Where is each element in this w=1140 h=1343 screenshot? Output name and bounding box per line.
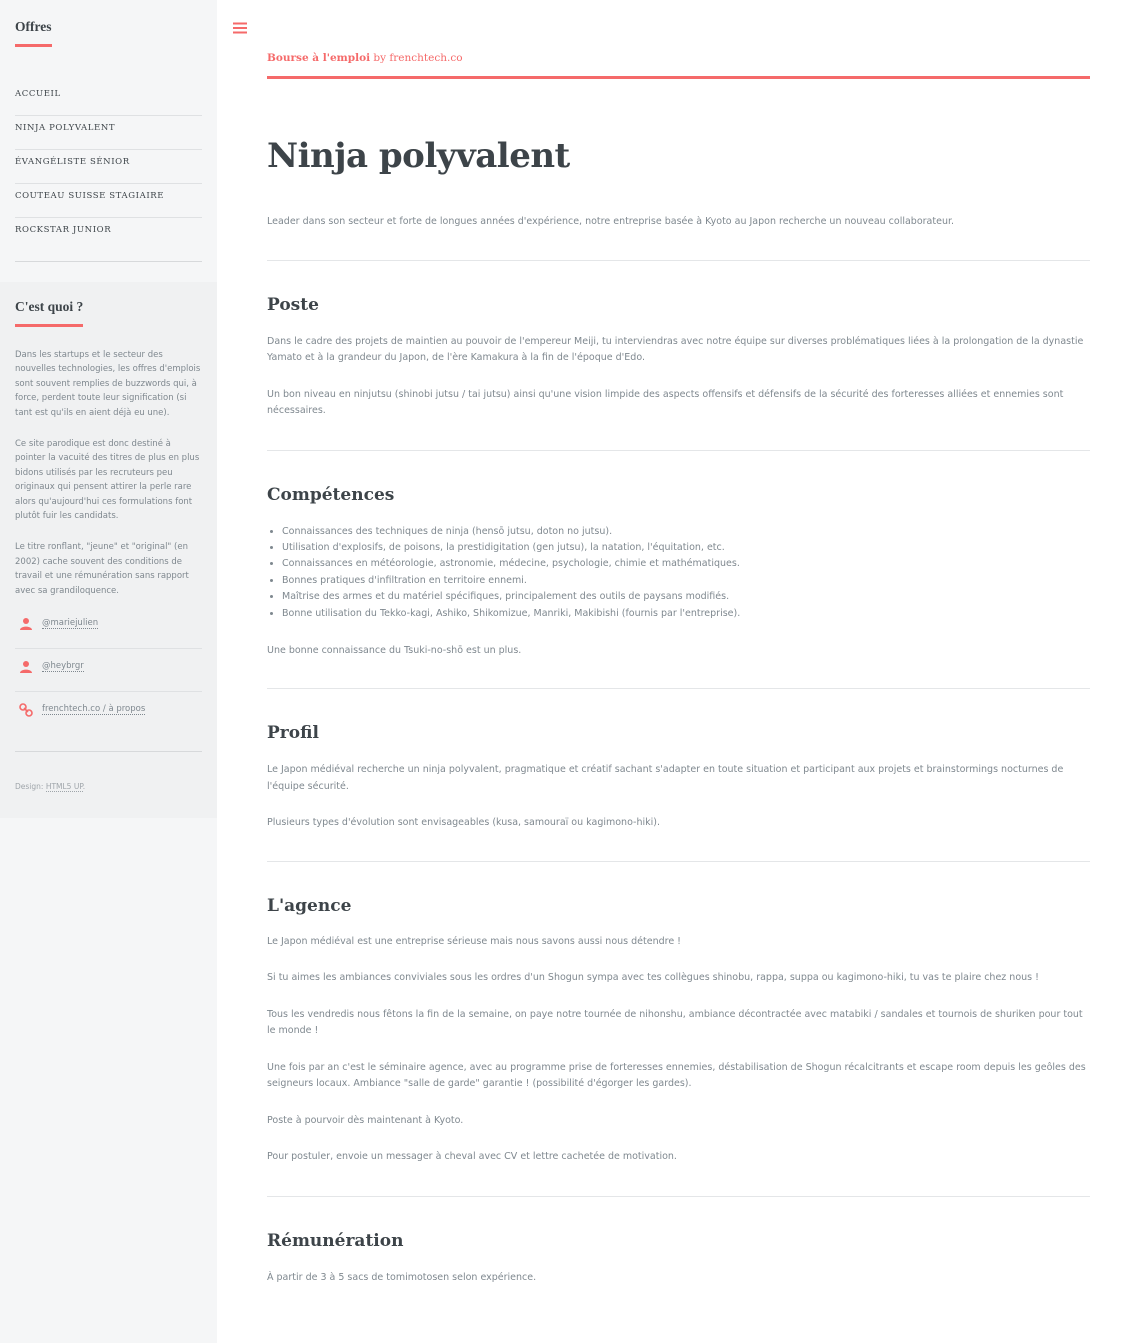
contact-link-heybrgr[interactable]: @heybrgr [42, 661, 84, 672]
competences-note: Une bonne connaissance du Tsuki-no-shō est un plus. [267, 644, 522, 656]
copyright-prefix: Design: [15, 782, 46, 792]
about-paragraph: Dans les startups et le secteur des nouvelles technologies, les offres d'emplois sont souvent remplies de buzzwords qui, à force, perdent toute leur signification (si tant est qu'ils en aient déjà eu une). [15, 350, 201, 418]
user-icon [19, 660, 33, 674]
section-heading-profil: Profil [267, 723, 319, 744]
competences-list [267, 524, 1090, 622]
contact-link-mariejulien[interactable]: @mariejulien [42, 618, 99, 629]
brand-rest: by frenchtech.co [370, 52, 463, 64]
contact-list [15, 606, 202, 734]
list-item: • Connaissances des techniques de ninja (hensō jutsu, doton no jutsu). [282, 524, 1090, 540]
agence-paragraph: Tous les vendredis nous fêtons la fin de la semaine, on paye notre tournée de nihonshu, ambiance décontractée avec matabiki / sandales et tournois de shuriken pour tout le monde ! [267, 1008, 1083, 1037]
intro-text: Leader dans son secteur et forte de longues années d'expérience, notre entreprise basée à Kyoto au Japon recherche un nouveau collaborateur. [267, 216, 955, 227]
section-divider [267, 450, 1090, 451]
copyright [15, 782, 202, 791]
list-item: • Connaissances en météorologie, astronomie, médecine, psychologie, chimie et mathématiques. [282, 556, 1090, 572]
list-item: • Utilisation d'explosifs, de poisons, la prestidigitation (gen jutsu), la natation, l'équitation, etc. [282, 540, 1090, 556]
agence-paragraph: Une fois par an c'est le séminaire agence, avec au programme prise de forteresses ennemies, déstabilisation de Shogun récalcitrants et escape room depuis les geôles des seigneurs locaux. Ambiance "salle de garde" garantie ! (possibilité d'égorger les gardes). [267, 1061, 1086, 1090]
about-heading: C'est quoi ? [15, 299, 83, 327]
agence-paragraph: Pour postuler, envoie un messager à cheval avec CV et lettre cachetée de motivation. [267, 1151, 677, 1163]
profil-paragraph: Plusieurs types d'évolution sont envisageables (kusa, samouraï ou kagimono-hiki). [267, 817, 661, 829]
remuneration-paragraph: À partir de 3 à 5 sacs de tomimotosen selon expérience. [267, 1271, 537, 1283]
page-title: Ninja polyvalent [267, 136, 570, 176]
section-divider [267, 1196, 1090, 1197]
contact-item [15, 606, 202, 648]
list-item: • Maîtrise des armes et du matériel spécifiques, principalement des outils de paysans modifiés. [282, 589, 1090, 605]
sidebar-item-evangeliste-senior[interactable]: ÉVANGÉLISTE SÉNIOR [15, 149, 202, 183]
menu-toggle-icon[interactable] [232, 20, 248, 36]
section-heading-remuneration: Rémunération [267, 1230, 404, 1251]
copyright-suffix: . [82, 782, 86, 792]
contact-item [15, 691, 202, 734]
section-heading-poste: Poste [267, 294, 319, 315]
list-item: • Bonne utilisation du Tekko-kagi, Ashiko, Shikomizue, Manriki, Makibishi (fournis par l'entreprise). [282, 606, 1090, 622]
sidebar-menu [15, 82, 202, 251]
contact-item [15, 648, 202, 691]
main-content [267, 0, 1090, 1286]
sidebar-item-accueil[interactable]: ACCUEIL [15, 89, 61, 99]
sidebar-item-rockstar-junior[interactable]: ROCKSTAR JUNIOR [15, 217, 202, 251]
link-icon [19, 703, 33, 717]
list-item: • Bonnes pratiques d'infiltration en territoire ennemi. [282, 573, 1090, 589]
contact-link-frenchtech[interactable]: frenchtech.co / à propos [42, 704, 146, 715]
agence-paragraph: Poste à pourvoir dès maintenant à Kyoto. [267, 1114, 464, 1126]
brand-bold: Bourse à l'emploi [267, 52, 371, 64]
section-divider [267, 260, 1090, 261]
section-heading-agence: L'agence [267, 895, 352, 916]
profil-paragraph: Le Japon médiéval recherche un ninja polyvalent, pragmatique et créatif sachant s'adapter en toute situation et participant aux projets et brainstormings nocturnes de l'équipe sécurité. [267, 764, 1064, 792]
sidebar-item-couteau-suisse-stagiaire[interactable]: COUTEAU SUISSE STAGIAIRE [15, 183, 202, 217]
section-divider [267, 861, 1090, 862]
user-icon [19, 617, 33, 631]
sidebar-item-ninja-polyvalent[interactable]: NINJA POLYVALENT [15, 115, 202, 149]
agence-paragraph: Le Japon médiéval est une entreprise sérieuse mais nous savons aussi nous détendre ! [267, 935, 681, 947]
menu-heading: Offres [15, 19, 52, 47]
copyright-link[interactable]: HTML5 UP [45, 782, 83, 792]
agence-paragraph: Si tu aimes les ambiances conviviales sous les ordres d'un Shogun sympa avec tes collègues shinobu, rappa, suppa ou kagimono-hiki, tu vas te plaire chez nous ! [267, 972, 1039, 984]
about-paragraph: Ce site parodique est donc destiné à pointer la vacuité des titres de plus en plus bidons utilisés par les recruteurs peu originaux qui pensent attirer la perle rare alors qu'aujourd'hui ces formulations font plutôt fuir les candidats. [15, 439, 200, 522]
poste-paragraph: Un bon niveau en ninjutsu (shinobi jutsu / tai jutsu) ainsi qu'une vision limpide des aspects offensifs et défensifs de la sécurité des forteresses alliées et ennemies sont nécessaires. [267, 388, 1064, 416]
section-divider [267, 688, 1090, 689]
header-rule [267, 76, 1090, 79]
about-paragraph: Le titre ronflant, "jeune" et "original" (en 2002) cache souvent des conditions de travail et une rémunération sans rapport avec sa grandiloquence. [15, 542, 189, 596]
poste-paragraph: Dans le cadre des projets de maintien au pouvoir de l'empereur Meiji, tu interviendras avec notre équipe sur diverses problématiques liées à la prolongation de la dynastie Yamato et à la grandeur du Japon, de l'ère Kamakura à la fin de l'époque d'Edo. [267, 335, 1084, 363]
sidebar [0, 0, 217, 1343]
sidebar-divider [15, 751, 202, 752]
about-section [0, 282, 217, 818]
section-heading-competences: Compétences [267, 484, 395, 505]
header-brand-link[interactable] [267, 52, 1090, 64]
